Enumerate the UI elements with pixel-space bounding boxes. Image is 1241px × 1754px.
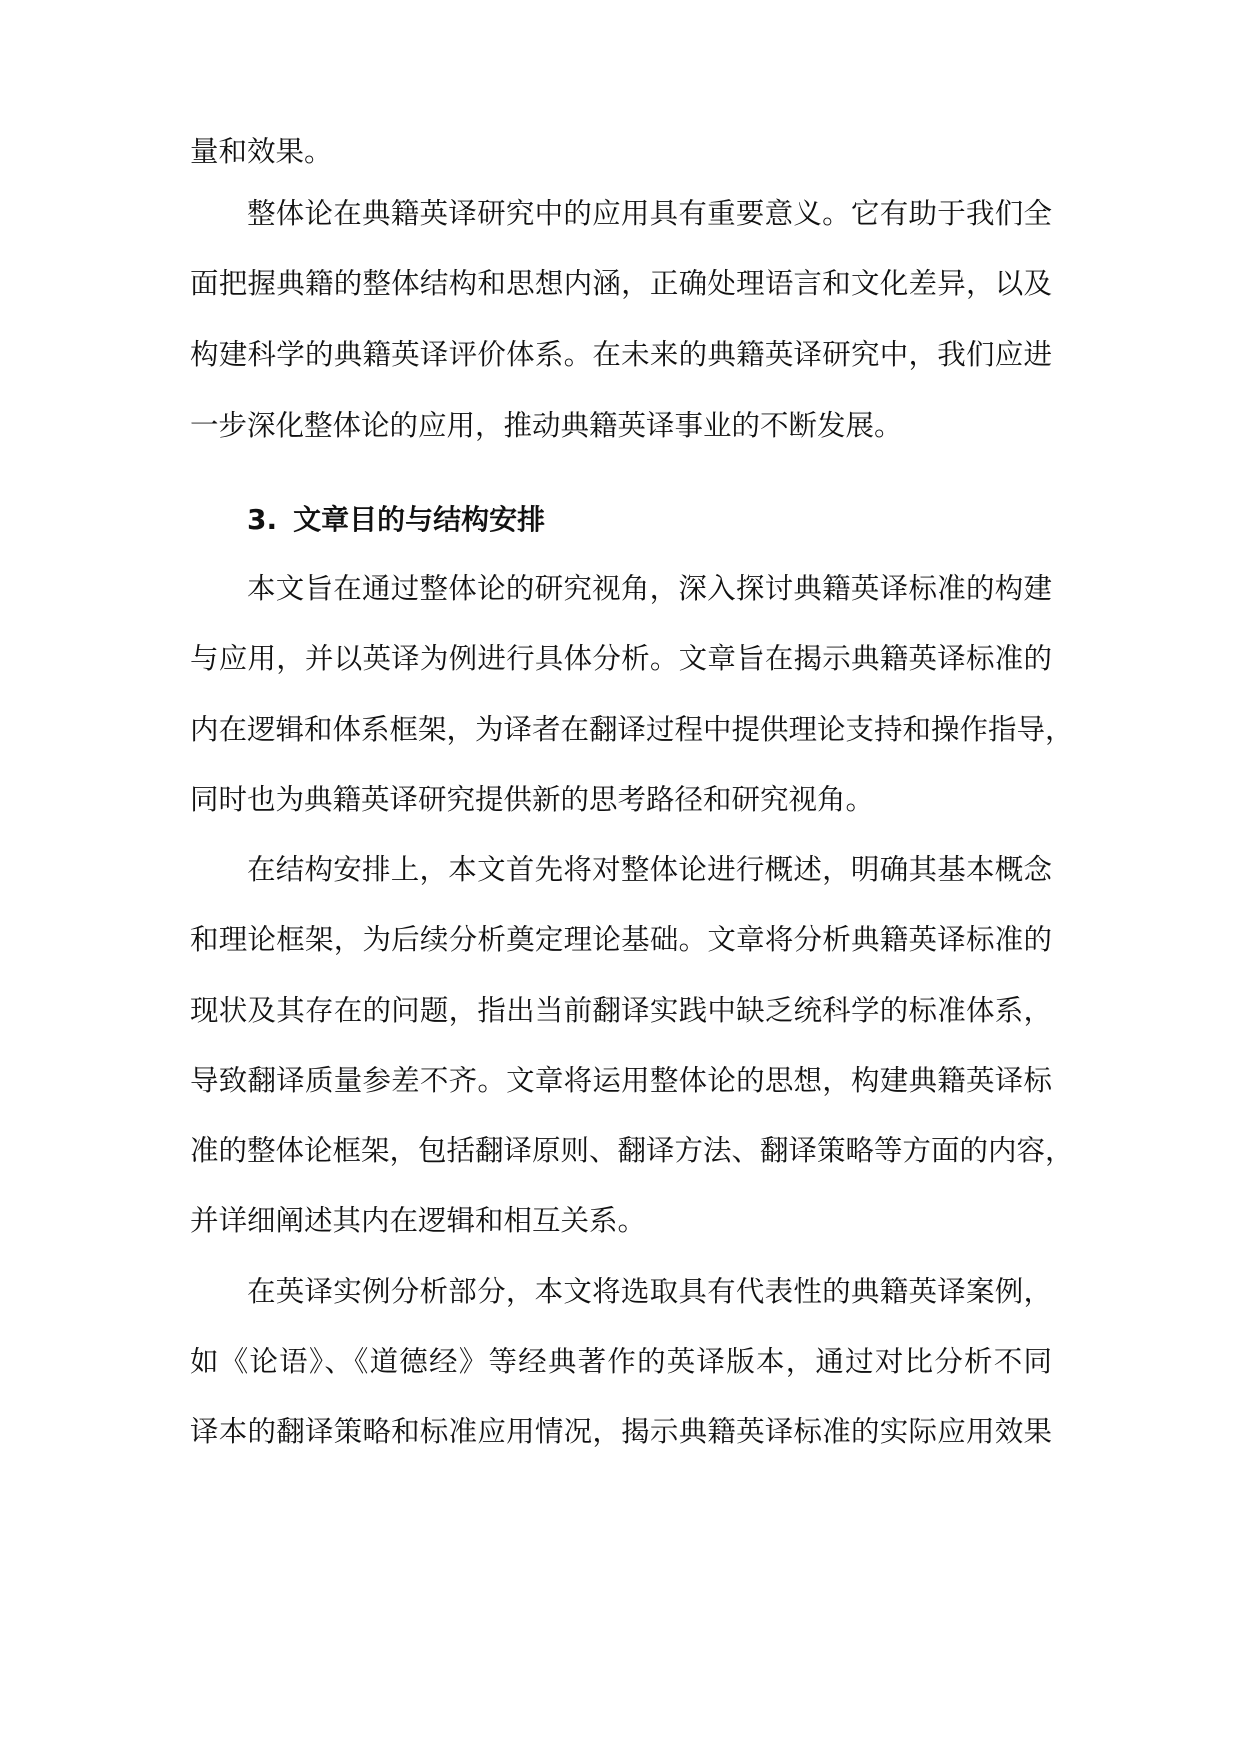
text-line: 构建科学的典籍英译评价体系。在未来的典籍英译研究中，我们应进 <box>190 338 1052 371</box>
text-line: 同时也为典籍英译研究提供新的思考路径和研究视角。 <box>190 783 875 816</box>
text-line: 和理论框架，为后续分析奠定理论基础。文章将分析典籍英译标准的 <box>190 923 1052 956</box>
text-line: 在英译实例分析部分，本文将选取具有代表性的典籍英译案例， <box>247 1275 1052 1308</box>
text-line: 在结构安排上，本文首先将对整体论进行概述，明确其基本概念 <box>247 853 1052 886</box>
section-heading-number: 3. <box>247 503 278 536</box>
text-line: 译本的翻译策略和标准应用情况，揭示典籍英译标准的实际应用效果 <box>190 1415 1052 1448</box>
text-line: 本文旨在通过整体论的研究视角，深入探讨典籍英译标准的构建 <box>247 572 1052 605</box>
section-heading-title: 文章目的与结构安排 <box>293 503 546 536</box>
text-line: 量和效果。 <box>190 135 333 168</box>
text-line: 并详细阐述其内在逻辑和相互关系。 <box>190 1204 647 1237</box>
text-line: 如《论语》、《道德经》等经典著作的英译版本，通过对比分析不同 <box>190 1345 1052 1378</box>
text-line: 一步深化整体论的应用，推动典籍英译事业的不断发展。 <box>190 409 903 442</box>
text-line: 导致翻译质量参差不齐。文章将运用整体论的思想，构建典籍英译标 <box>190 1064 1052 1097</box>
text-line: 整体论在典籍英译研究中的应用具有重要意义。它有助于我们全 <box>247 197 1052 230</box>
text-line: 面把握典籍的整体结构和思想内涵，正确处理语言和文化差异，以及 <box>190 267 1052 300</box>
text-line: 现状及其存在的问题，指出当前翻译实践中缺乏统科学的标准体系， <box>190 994 1052 1027</box>
text-line: 内在逻辑和体系框架，为译者在翻译过程中提供理论支持和操作指导， <box>190 713 1074 746</box>
text-line: 准的整体论框架，包括翻译原则、翻译方法、翻译策略等方面的内容， <box>190 1134 1074 1167</box>
section-heading <box>247 498 545 542</box>
text-line: 与应用，并以英译为例进行具体分析。文章旨在揭示典籍英译标准的 <box>190 642 1052 675</box>
